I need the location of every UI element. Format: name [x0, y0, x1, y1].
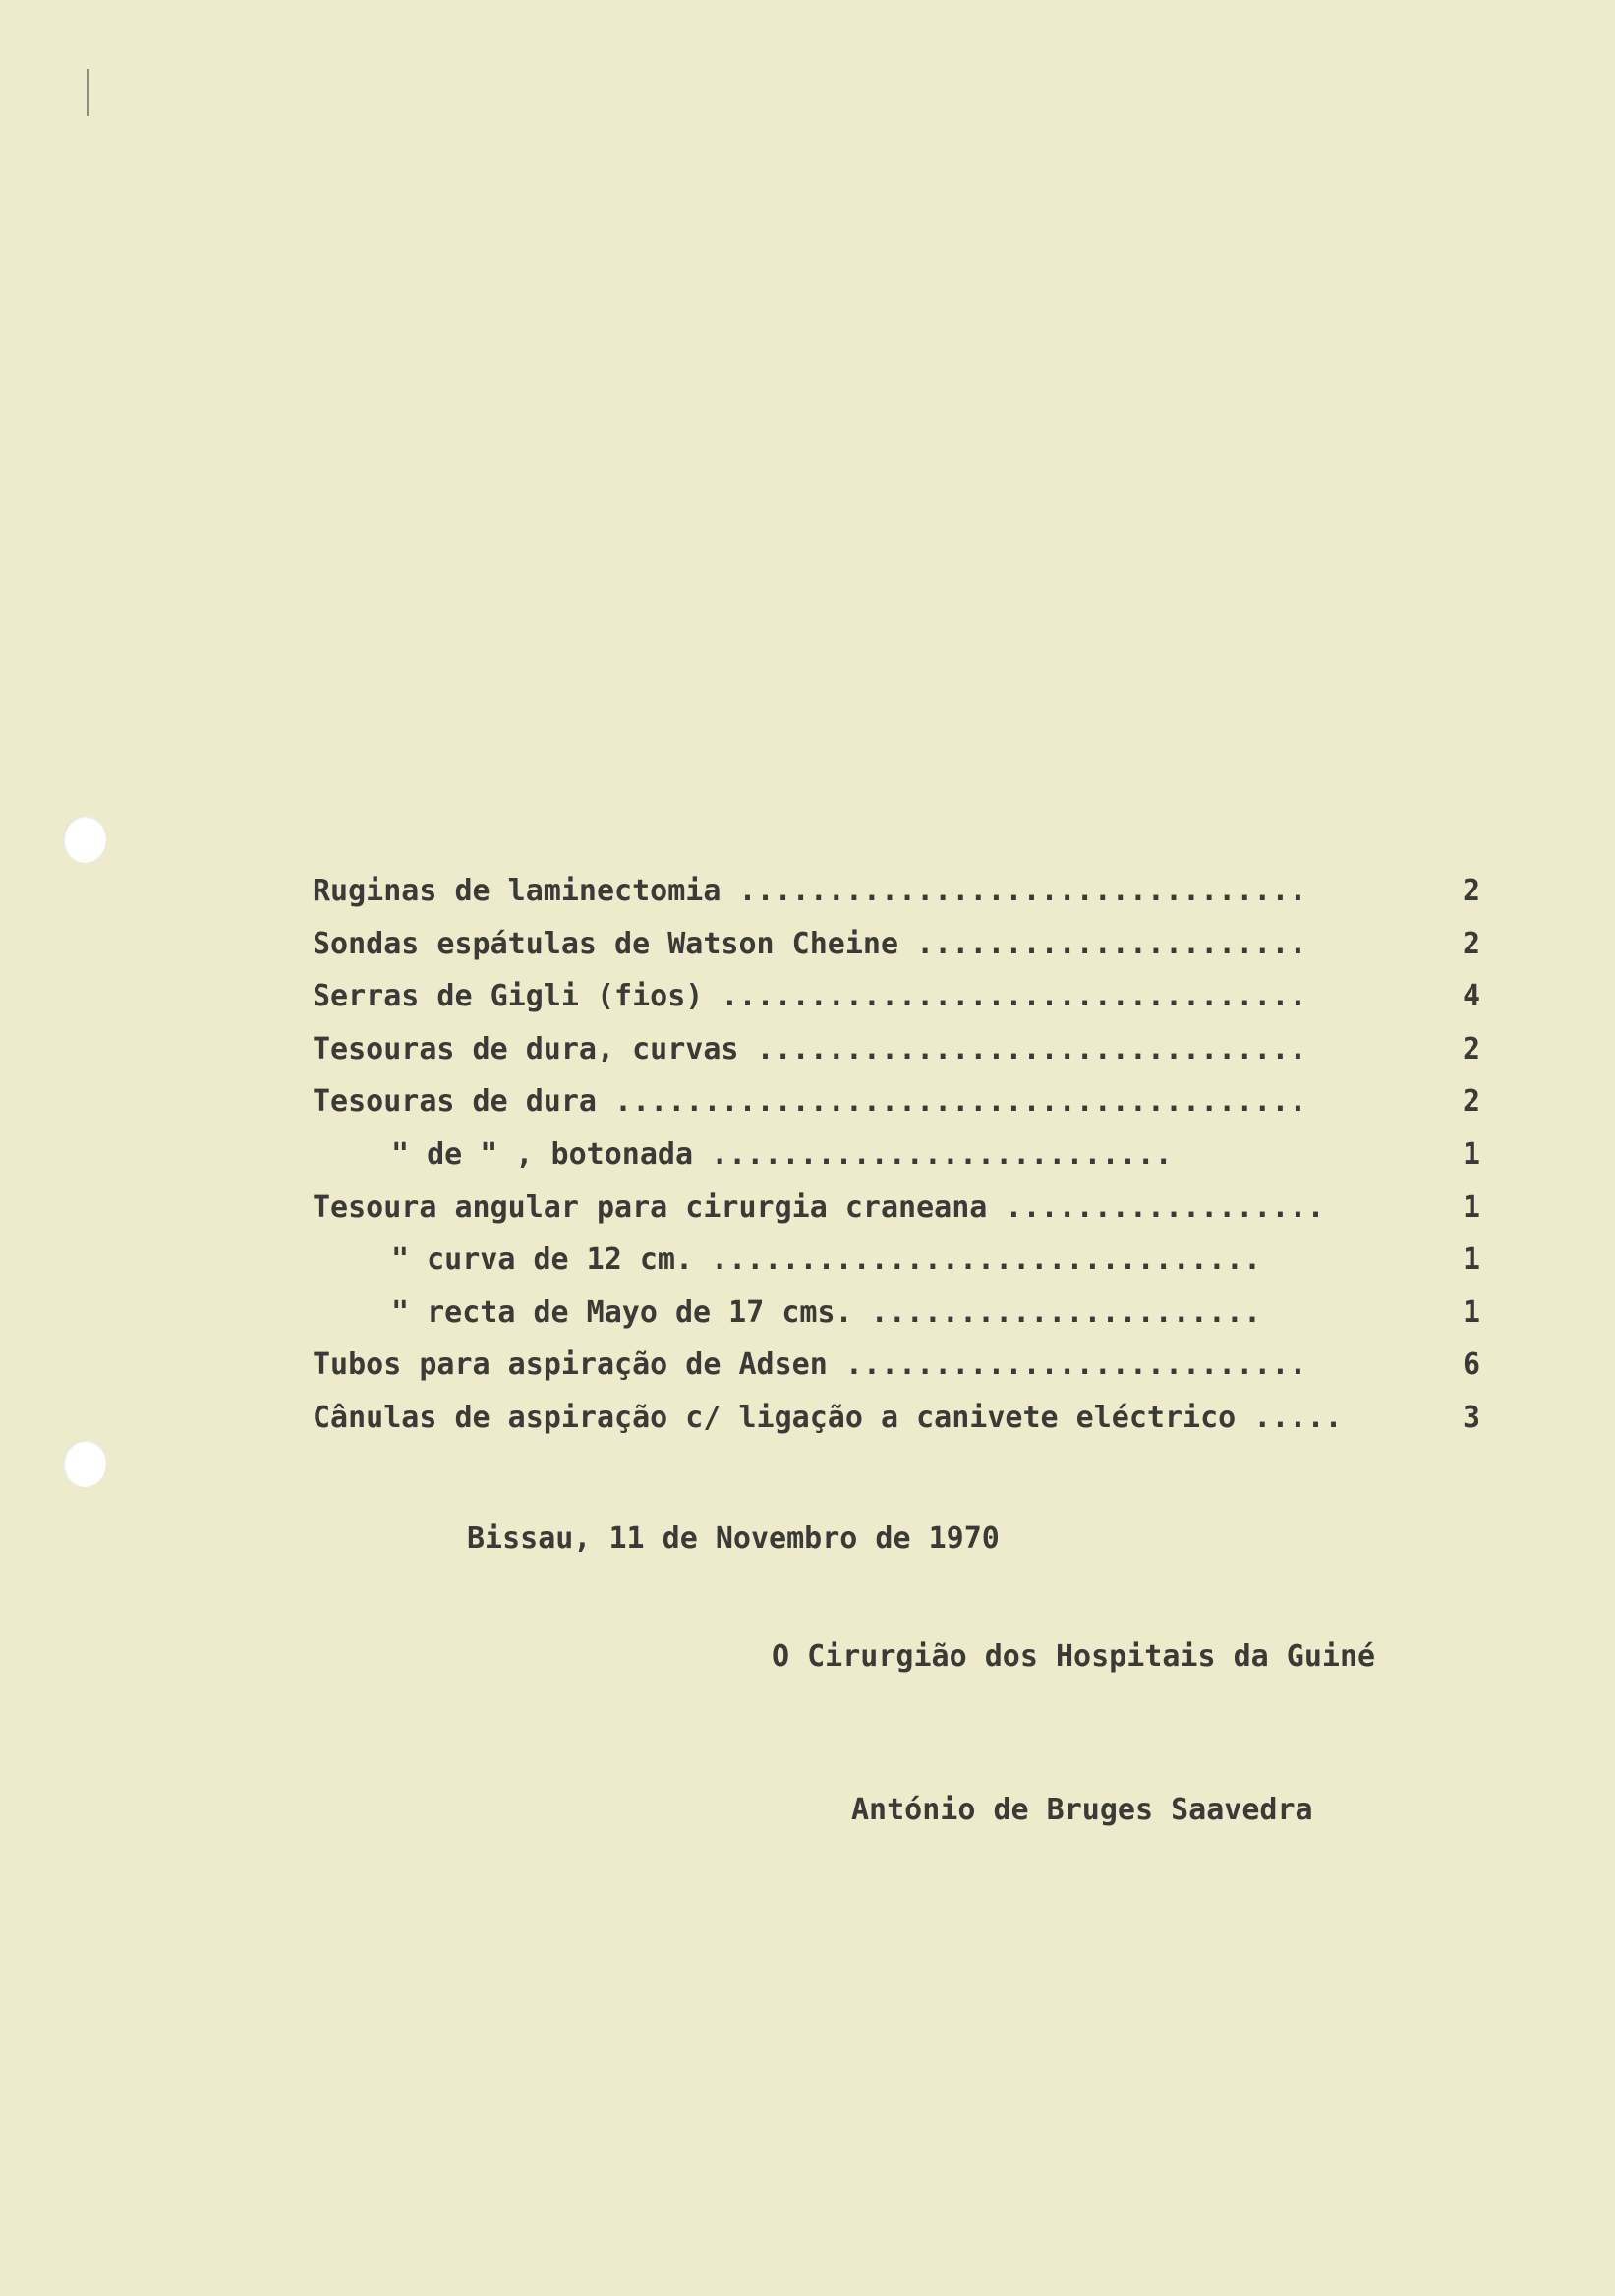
- item-name: Tesouras de dura .......................................: [313, 1084, 1307, 1119]
- list-item: [313, 1398, 1492, 1451]
- list-item: [313, 1292, 1492, 1346]
- list-item: [313, 1187, 1492, 1240]
- item-name: Ruginas de laminectomia ................................: [313, 874, 1307, 908]
- item-quantity: 2: [1463, 1031, 1481, 1066]
- list-item: [313, 1239, 1492, 1292]
- item-name: " recta de Mayo de 17 cms. ......................: [391, 1294, 1262, 1330]
- item-name: " curva de 12 cm. ...............................: [391, 1242, 1262, 1278]
- item-quantity: 2: [1463, 1084, 1481, 1119]
- item-name: Tesoura angular para cirurgia craneana ..................: [313, 1189, 1325, 1225]
- list-item: [313, 1081, 1492, 1134]
- item-quantity: 3: [1463, 1400, 1481, 1435]
- list-item: [313, 871, 1492, 924]
- ink-mark: [87, 69, 89, 116]
- item-name: " de " , botonada ..........................: [391, 1136, 1173, 1172]
- item-quantity: 6: [1463, 1348, 1481, 1383]
- list-item: [313, 924, 1492, 977]
- instrument-list: [313, 871, 1492, 1451]
- list-item: [313, 1029, 1492, 1082]
- list-item: [313, 1345, 1492, 1398]
- item-quantity: 1: [1463, 1189, 1481, 1225]
- item-name: Serras de Gigli (fios) .................................: [313, 979, 1307, 1014]
- punch-hole: [63, 816, 106, 863]
- item-quantity: 1: [1463, 1242, 1481, 1278]
- item-quantity: 4: [1463, 979, 1481, 1014]
- place-date: Bissau, 11 de Novembro de 1970: [467, 1521, 1000, 1556]
- item-name: Tesouras de dura, curvas ...............................: [313, 1031, 1307, 1066]
- signatory-name: António de Bruges Saavedra: [851, 1793, 1313, 1827]
- punch-hole: [63, 1440, 106, 1487]
- item-quantity: 2: [1463, 874, 1481, 908]
- list-item: [313, 1134, 1492, 1187]
- item-quantity: 1: [1463, 1294, 1481, 1330]
- list-item: [313, 976, 1492, 1029]
- item-name: Sondas espátulas de Watson Cheine ......................: [313, 926, 1307, 961]
- signatory-title: O Cirurgião dos Hospitais da Guiné: [772, 1639, 1376, 1674]
- item-quantity: 2: [1463, 926, 1481, 961]
- item-quantity: 1: [1463, 1136, 1481, 1172]
- item-name: Cânulas de aspiração c/ ligação a canivete eléctrico .....: [313, 1400, 1343, 1435]
- item-name: Tubos para aspiração de Adsen ..........................: [313, 1348, 1307, 1383]
